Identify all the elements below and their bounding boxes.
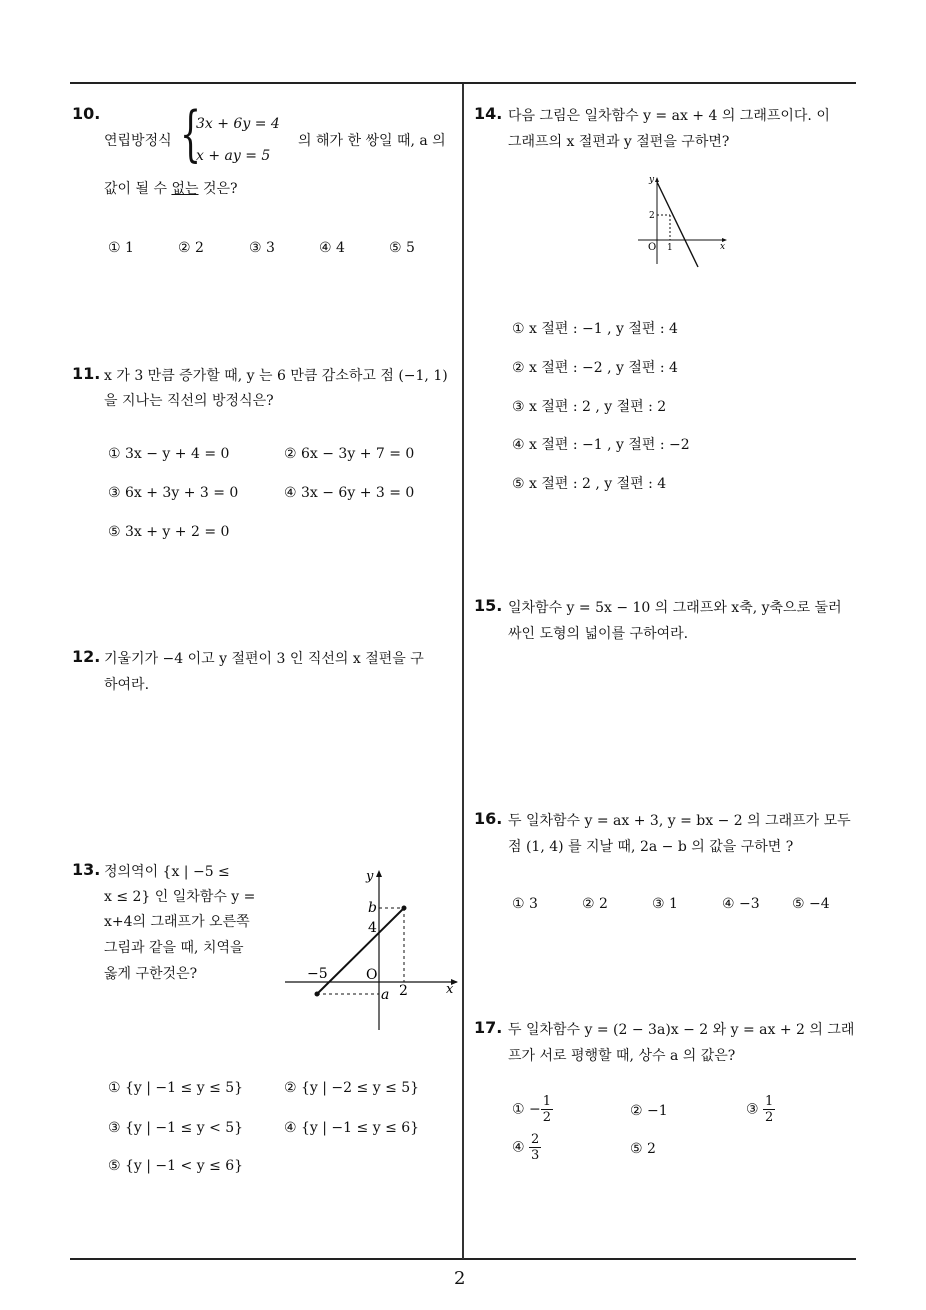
q11-option-2[interactable]: ② 6x − 3y + 7 = 0 [284, 446, 415, 462]
q17-option-1-fraction [541, 1094, 553, 1125]
q15-line2: 싸인 도형의 넓이를 구하여라. [508, 626, 689, 642]
q13-number: 13. [72, 860, 101, 879]
q16-option-2[interactable]: ② 2 [582, 896, 608, 912]
q17-option-4-numerator: 2 [531, 1132, 540, 1147]
q16-option-3[interactable]: ③ 1 [652, 896, 678, 912]
q10-brace: { [180, 99, 202, 169]
q14-label-origin: O [648, 242, 657, 253]
q14-option-4[interactable]: ④ x 절편 : −1 , y 절편 : −2 [512, 437, 690, 453]
q13-line-4: 그림과 같을 때, 치역을 [104, 940, 244, 956]
q14-label-2: 2 [649, 211, 655, 221]
q17-option-4-denominator: 3 [531, 1148, 540, 1163]
q12-line2: 하여라. [104, 677, 150, 693]
q13-label-a: a [381, 987, 390, 1003]
q16-option-1[interactable]: ① 3 [512, 896, 538, 912]
q14-line1: 다음 그림은 일차함수 y = ax + 4 의 그래프이다. 이 [508, 108, 830, 124]
q13-label-y: y [366, 869, 374, 884]
q14-option-2[interactable]: ② x 절편 : −2 , y 절편 : 4 [512, 360, 678, 376]
q13-line-5: 옳게 구한것은? [104, 966, 198, 982]
q11-line2: 을 지나는 직선의 방정식은? [104, 393, 274, 409]
q14-label-1: 1 [667, 243, 673, 253]
q15-line1: 일차함수 y = 5x − 10 의 그래프와 x축, y축으로 둘러 [508, 600, 842, 616]
q17-option-1-denominator: 2 [542, 1110, 552, 1125]
q17-option-2[interactable]: ② −1 [630, 1103, 668, 1119]
q11-option-4[interactable]: ④ 3x − 6y + 3 = 0 [284, 485, 415, 501]
q13-line-1: 정의역이 {x | −5 ≤ [104, 864, 230, 880]
q10-option-3[interactable]: ③ 3 [249, 240, 275, 256]
q13-endpoint-left [315, 992, 320, 997]
q10-lead: 연립방정식 [104, 133, 172, 149]
q17-option-1-mark: ① [512, 1101, 525, 1118]
q15-number: 15. [474, 596, 503, 615]
page-number: 2 [454, 1268, 466, 1289]
column-divider [462, 84, 464, 1259]
q14-line2: 그래프의 x 절편과 y 절편을 구하면? [508, 134, 730, 150]
q17-option-1-sign: − [529, 1101, 541, 1118]
q13-option-1[interactable]: ① {y | −1 ≤ y ≤ 5} [108, 1080, 244, 1096]
q14-option-5[interactable]: ⑤ x 절편 : 2 , y 절편 : 4 [512, 476, 667, 492]
q12-line1: 기울기가 −4 이고 y 절편이 3 인 직선의 x 절편을 구 [104, 651, 424, 667]
q10-line2-underlined: 없는 [171, 181, 199, 197]
q10-option-2[interactable]: ② 2 [178, 240, 204, 256]
q11-option-3[interactable]: ③ 6x + 3y + 3 = 0 [108, 485, 239, 501]
q17-option-3[interactable] [746, 1094, 775, 1125]
q10-line2-a: 값이 될 수 [104, 181, 172, 197]
q10-eq1: 3x + 6y = 4 [196, 116, 280, 132]
q14-label-x: x [720, 242, 726, 252]
q13-label-neg5: −5 [307, 966, 328, 982]
q13-label-4: 4 [368, 920, 377, 936]
q13-label-b: b [368, 900, 377, 916]
q17-option-1-numerator: 1 [542, 1094, 552, 1109]
q17-option-4-fraction [529, 1132, 541, 1163]
q17-option-5[interactable]: ⑤ 2 [630, 1141, 656, 1157]
q13-option-3[interactable]: ③ {y | −1 ≤ y < 5} [108, 1120, 244, 1136]
q10-eq2: x + ay = 5 [196, 148, 271, 164]
q13-line-3: x+4의 그래프가 오른쪽 [104, 914, 250, 930]
q12-number: 12. [72, 647, 101, 666]
q13-endpoint-right [402, 906, 407, 911]
q13-line [317, 908, 404, 994]
q14-line [657, 182, 698, 267]
q14-number: 14. [474, 104, 503, 123]
q13-option-5[interactable]: ⑤ {y | −1 < y ≤ 6} [108, 1158, 244, 1174]
q14-y-arrow [655, 177, 659, 182]
q13-label-2: 2 [399, 983, 408, 999]
q16-line1: 두 일차함수 y = ax + 3, y = bx − 2 의 그래프가 모두 [508, 813, 851, 829]
q17-option-4-mark: ④ [512, 1139, 525, 1156]
q17-option-3-numerator: 1 [765, 1094, 774, 1109]
q11-line1: x 가 3 만큼 증가할 때, y 는 6 만큼 감소하고 점 (−1, 1) [104, 368, 448, 384]
q11-option-1[interactable]: ① 3x − y + 4 = 0 [108, 446, 230, 462]
q14-graph [636, 172, 732, 268]
q16-number: 16. [474, 809, 503, 828]
q17-option-3-denominator: 2 [765, 1110, 774, 1125]
q17-option-3-fraction [763, 1094, 775, 1125]
q10-line2 [104, 178, 238, 198]
q10-option-1[interactable]: ① 1 [108, 240, 134, 256]
q16-line2: 점 (1, 4) 를 지날 때, 2a − b 의 값을 구하면 ? [508, 839, 794, 855]
q14-option-1[interactable]: ① x 절편 : −1 , y 절편 : 4 [512, 321, 678, 337]
q10-option-4[interactable]: ④ 4 [319, 240, 345, 256]
q16-option-5[interactable]: ⑤ −4 [792, 896, 830, 912]
q17-option-4[interactable] [512, 1132, 541, 1163]
q11-option-5[interactable]: ⑤ 3x + y + 2 = 0 [108, 524, 230, 540]
q13-graph [280, 860, 460, 1035]
q10-line2-b: 것은? [198, 181, 238, 197]
q13-label-origin: O [366, 967, 378, 983]
q17-option-3-mark: ③ [746, 1101, 759, 1118]
q17-line2: 프가 서로 평행할 때, 상수 a 의 값은? [508, 1048, 736, 1064]
q13-label-x: x [446, 982, 454, 997]
q17-option-1[interactable] [512, 1094, 553, 1125]
q17-number: 17. [474, 1018, 503, 1037]
q10-tail: 의 해가 한 쌍일 때, a 의 [298, 133, 446, 149]
q13-y-arrow [376, 870, 382, 877]
q11-number: 11. [72, 364, 101, 383]
q13-option-4[interactable]: ④ {y | −1 ≤ y ≤ 6} [284, 1120, 420, 1136]
q14-option-3[interactable]: ③ x 절편 : 2 , y 절편 : 2 [512, 399, 667, 415]
q10-option-5[interactable]: ⑤ 5 [389, 240, 415, 256]
q13-line-2: x ≤ 2} 인 일차함수 y = [104, 889, 256, 905]
q13-option-2[interactable]: ② {y | −2 ≤ y ≤ 5} [284, 1080, 420, 1096]
q16-option-4[interactable]: ④ −3 [722, 896, 760, 912]
q10-number: 10. [72, 104, 101, 123]
q17-line1: 두 일차함수 y = (2 − 3a)x − 2 와 y = ax + 2 의 그래 [508, 1022, 855, 1038]
q14-label-y: y [649, 175, 655, 185]
